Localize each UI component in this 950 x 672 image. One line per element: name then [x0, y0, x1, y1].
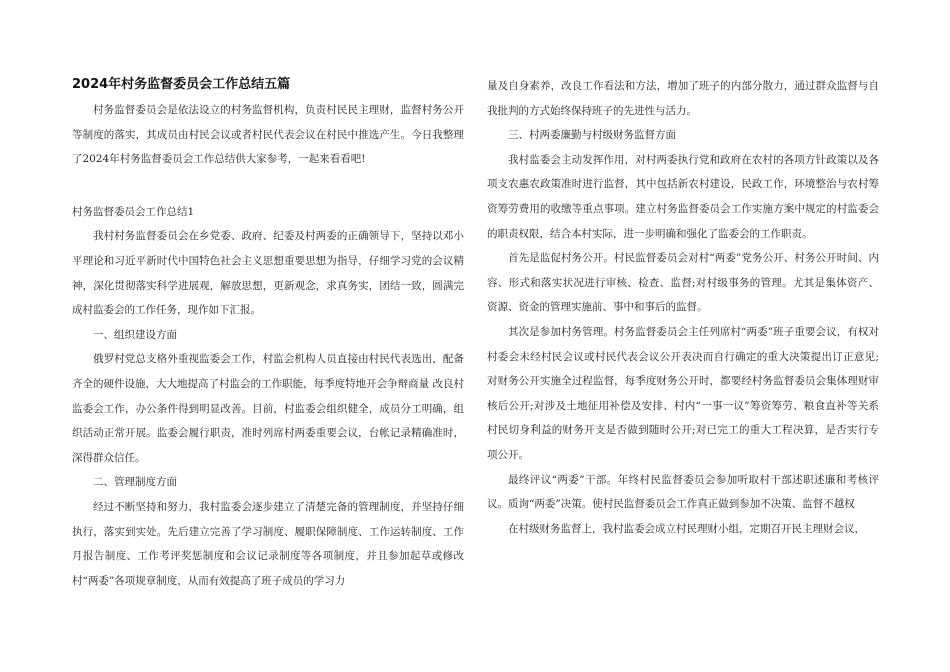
- body-paragraph-continued: 量及自身素养，改良工作看法和方法，增加了班子的内部分散力，通过群众监督与自我批判的方式始终保持班子的先进性与活力。: [487, 80, 879, 117]
- section-heading: 三、村两委廉勤与村级财务监督方面: [508, 129, 676, 142]
- body-paragraph: 经过不断坚持和努力，我村监委会逐步建立了清楚完备的管理制度，并坚持仔细执行，落实到实处。先后建立完善了学习制度、履职保障制度、工作运转制度、工作月报告制度、工作考评奖惩制度和会议记录制度等各项制度，并且参加起草或修改村“两委”各项规章制度，从而有效提高了班子成员的学习力: [72, 500, 464, 587]
- body-paragraph: 首先是监促村务公开。村民监督委员会对村“两委”党务公开、村务公开时间、内容、形式和落实状况进行审核、检查、监督;对村级事务的管理。尤其是集体资产、资源、资金的管理实施前、事中和事后的监督。: [487, 252, 879, 314]
- body-paragraph: 我村监委会主动发挥作用，对村两委执行党和政府在农村的各项方针政策以及各项支农惠农政策准时进行监督，其中包括新农村建设，民政工作，环境整治与农村筹资筹劳费用的收缴等重点事项。建立村务监督委员会工作实施方案中规定的村监委会的职责权限，结合本村实际，进一步明确和强化了监委会的工作职责。: [487, 153, 879, 240]
- section-spacer: [72, 172, 464, 200]
- section-heading: 一、组织建设方面: [93, 328, 177, 341]
- body-paragraph: 俄罗村党总支格外重视监委会工作，村监会机构人员直接由村民代表选出，配备齐全的硬件设施，大大地提高了村监会的工作职能，每季度特地开会争辩商量 改良村监委会工作，办公条件得到明显改善。目前，村监委会组织健全，成员分工明确，组织活动正常开展。监委会履行职责，准时列席村两委重要会议，台帐记录精确准时，深得群众信任。: [72, 353, 464, 464]
- body-paragraph: 其次是参加村务管理。村务监督委员会主任列席村“两委”班子重要会议，有权对村委会未经村民会议或村民代表会议公开表决而自行确定的重大决策提出订正意见;对财务公开实施全过程监督，每季度财务公开时，都要经村务监督委员会集体理财审核后公开;对涉及土地征用补偿及安排、村内“一事一议”筹资筹劳、粮食直补等关系村民切身利益的财务开支是否做到随时公开;对已完工的重大工程决算，是否实行专项公开。: [487, 325, 879, 461]
- right-column: [487, 74, 879, 541]
- body-paragraph: 最终评议“两委”干部。年终村民监督委员会参加听取村干部述职述廉和考核评议。质询“两委”决策。使村民监督委员会工作真正做到参加不决策、监督不越权: [487, 473, 879, 511]
- intro-paragraph: 村务监督委员会是依法设立的村务监督机构，负责村民民主理财，监督村务公开等制度的落实，其成员由村民会议或者村民代表会议在村民中推选产生。今日我整理了2024年村务监督委员会工作总结供大家参考，一起来看看吧!: [72, 104, 464, 166]
- body-paragraph: 在村级财务监督上，我村监委会成立村民理财小组，定期召开民主理财会议，: [508, 522, 865, 535]
- body-paragraph: 我村村务监督委员会在乡党委、政府、纪委及村两委的正确领导下，坚持以邓小平理论和习近平新时代中国特色社会主义思想重要思想为指导，仔细学习党的会议精神，深化贯彻落实科学进展观，解放思想，更新观念，求真务实，团结一致，圆满完成村监委会的工作任务，现作如下汇报。: [72, 230, 464, 317]
- section-subtitle: 村务监督委员会工作总结1: [72, 205, 195, 218]
- section-heading: 二、管理制度方面: [93, 476, 177, 489]
- document-title: 2024年村务监督委员会工作总结五篇: [72, 77, 291, 92]
- left-column: [72, 74, 464, 593]
